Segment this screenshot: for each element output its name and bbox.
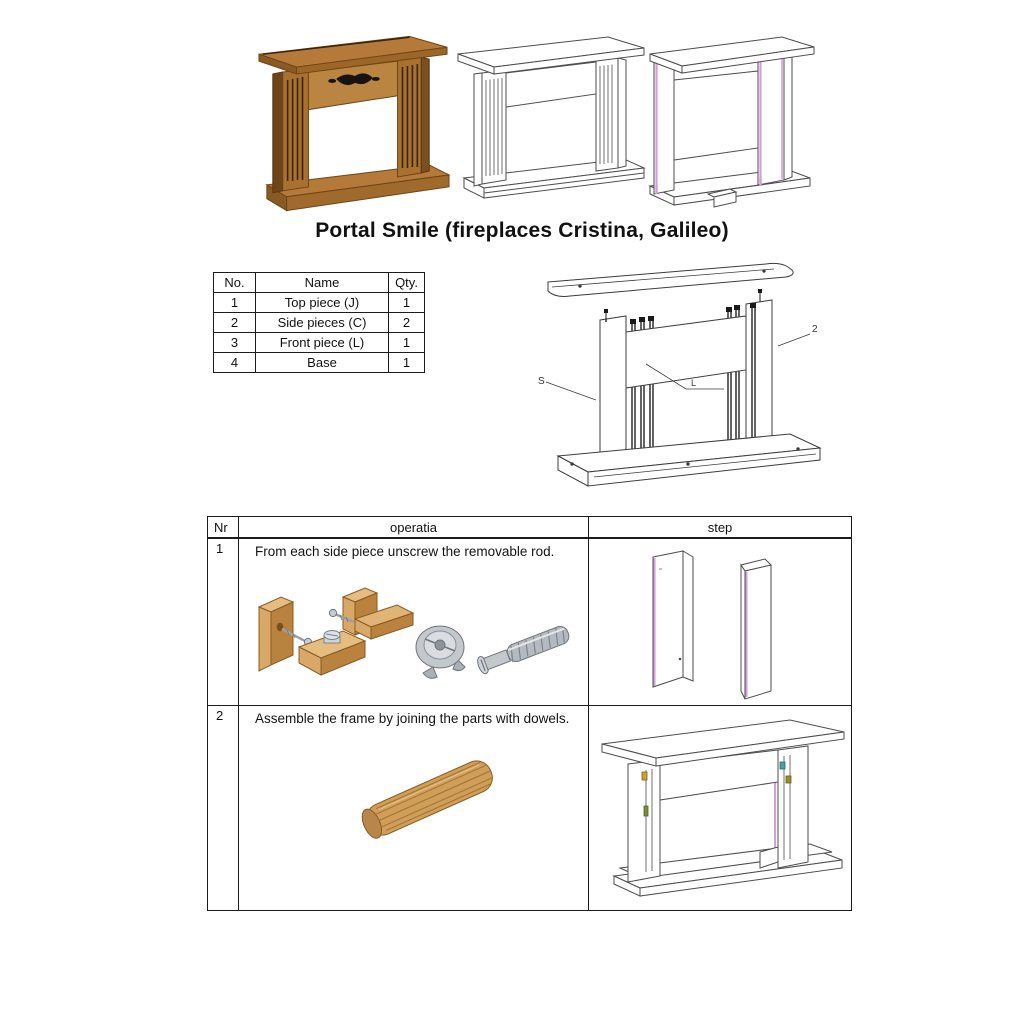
wood-block-flat (299, 631, 365, 676)
cam-lock-fitting (416, 626, 465, 678)
part-name: Front piece (L) (256, 333, 389, 353)
exploded-top-piece (548, 263, 793, 296)
parts-table (213, 272, 425, 373)
exploded-assembly-diagram (528, 258, 826, 506)
assembled-frame-illustration (594, 710, 847, 906)
wooden-dowel (358, 756, 497, 841)
steps-col-nr: Nr (208, 517, 239, 539)
steps-table (207, 516, 852, 911)
steps-col-step: step (589, 517, 852, 539)
fireplace-photo-illustration (253, 30, 451, 214)
exploded-diagram-illustration (528, 258, 826, 506)
dowel-svg (334, 738, 549, 846)
steps-header-row (208, 517, 852, 539)
steps-col-operation: operatia (239, 517, 589, 539)
table-row (214, 313, 425, 333)
part-name: Base (256, 353, 389, 373)
fireplace-line-drawing-back (646, 28, 818, 208)
step-number: 1 (216, 541, 224, 556)
exploded-label-right: 2 (812, 324, 818, 335)
assembled-frame-svg (594, 710, 847, 906)
side-panel-right (741, 559, 771, 699)
photo-right-column (398, 57, 430, 177)
line-front-illustration (452, 32, 648, 208)
fireplace-photo (253, 30, 451, 214)
step-operation-text: From each side piece unscrew the removable rod. (255, 544, 555, 559)
side-panels-illustration (595, 541, 845, 703)
photo-left-column (273, 69, 309, 193)
parts-col-no: No. (214, 273, 256, 293)
removable-rod (476, 624, 572, 675)
fireplace-line-drawing-front (452, 32, 648, 208)
exploded-label-front: L (691, 378, 697, 388)
step-row-1 (208, 538, 852, 706)
cam-cylinder (324, 631, 340, 644)
line-front-right-column (596, 58, 626, 171)
line-back-right-column (758, 51, 792, 185)
part-qty: 2 (389, 313, 425, 333)
parts-header-row (214, 273, 425, 293)
wood-block-l (343, 588, 413, 639)
wood-block-vertical (259, 597, 293, 671)
frame-left-column (628, 760, 660, 882)
table-row (214, 353, 425, 373)
part-no: 2 (214, 313, 256, 333)
table-row (214, 293, 425, 313)
parts-col-name: Name (256, 273, 389, 293)
side-panels-svg (595, 541, 845, 703)
exploded-base (558, 434, 820, 486)
step-operation-text: Assemble the frame by joining the parts with dowels. (255, 711, 570, 726)
part-no: 1 (214, 293, 256, 313)
part-no: 4 (214, 353, 256, 373)
part-name: Top piece (J) (256, 293, 389, 313)
exploded-label-left: S (538, 376, 545, 387)
step-number: 2 (216, 708, 224, 723)
part-no: 3 (214, 333, 256, 353)
table-row (214, 333, 425, 353)
part-qty: 1 (389, 353, 425, 373)
side-panel-left (653, 551, 693, 687)
part-name: Side pieces (C) (256, 313, 389, 333)
dowel-illustration (334, 738, 549, 846)
step-row-2 (208, 706, 852, 911)
line-back-left-side (654, 55, 674, 194)
part-qty: 1 (389, 333, 425, 353)
hardware-illustration (247, 577, 581, 699)
parts-col-qty: Qty. (389, 273, 425, 293)
hardware-svg (247, 577, 581, 699)
part-qty: 1 (389, 293, 425, 313)
line-back-front-panel (674, 61, 758, 160)
line-back-illustration (646, 28, 818, 208)
page-title: Portal Smile (fireplaces Cristina, Galileo) (315, 219, 729, 242)
line-front-left-column (474, 70, 506, 186)
